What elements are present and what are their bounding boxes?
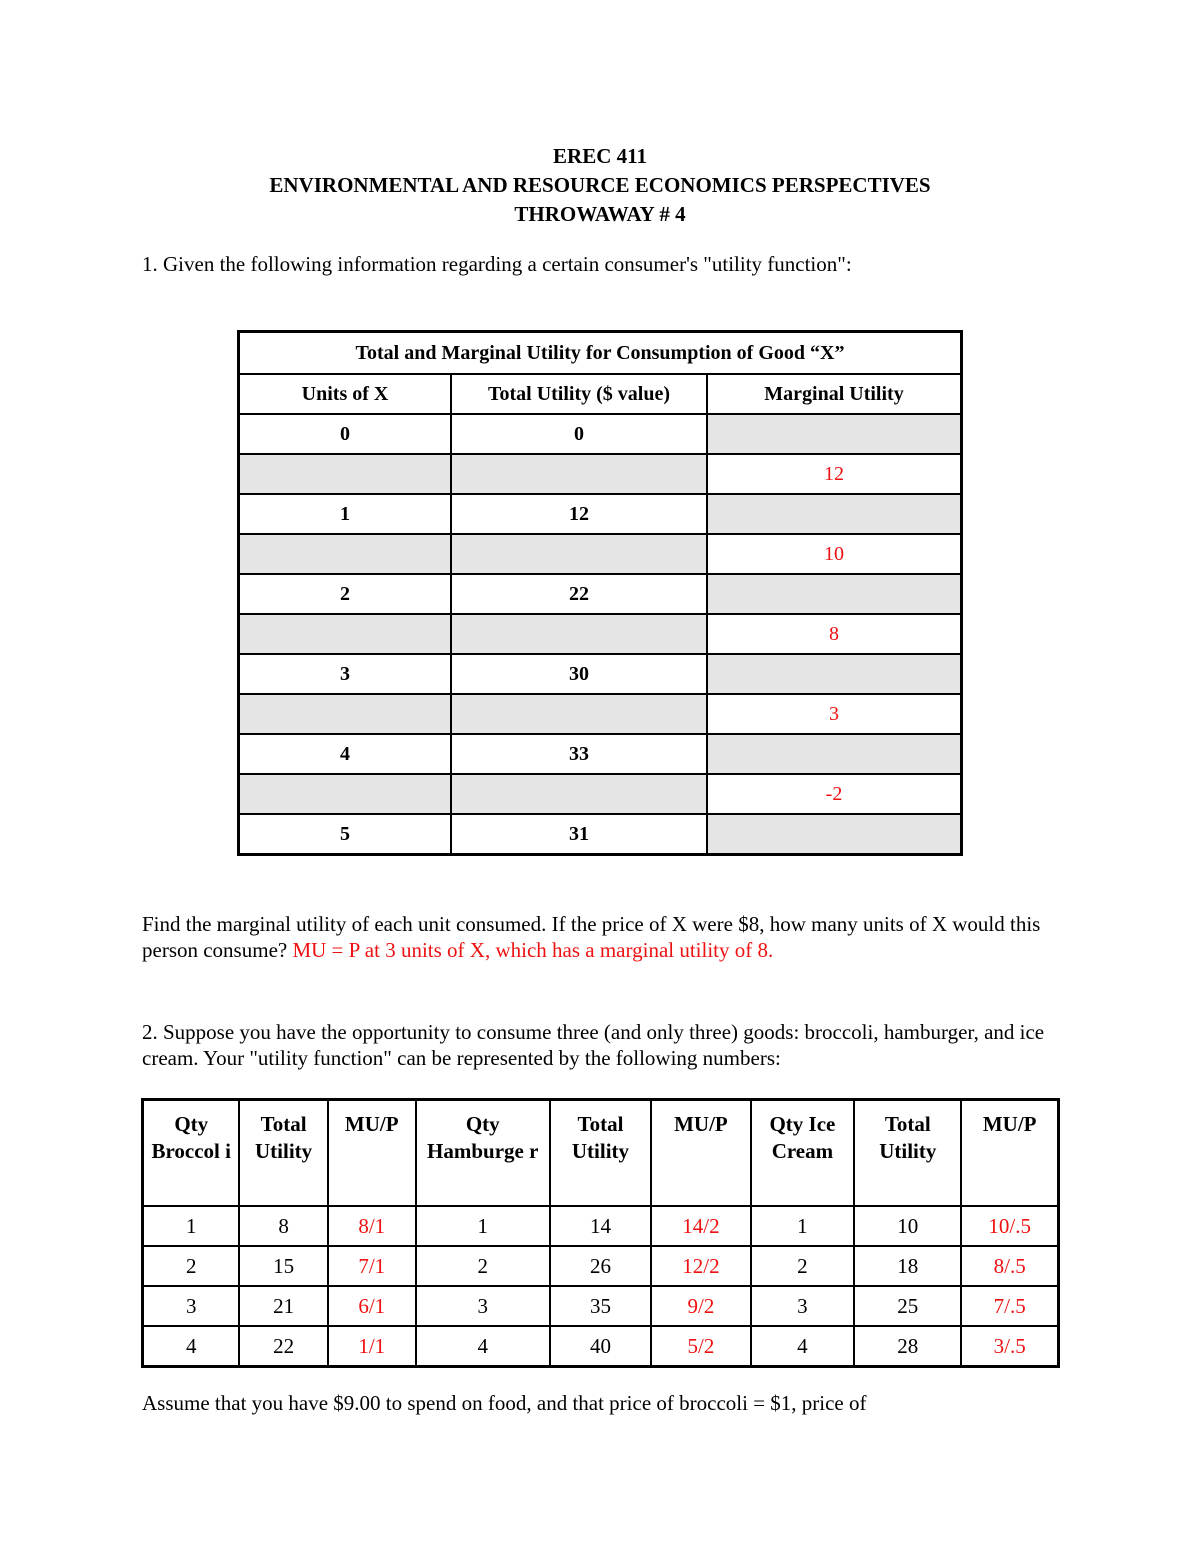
header-units: Units of X [239, 374, 452, 414]
marginal-utility-cell [707, 814, 962, 855]
marginal-utility-cell [707, 654, 962, 694]
units-cell: 0 [239, 414, 452, 454]
units-cell: 1 [239, 494, 452, 534]
mu-p-cell: 7/1 [328, 1246, 416, 1286]
answer-text: MU = P at 3 units of X, which has a marginal utility of 8. [292, 938, 774, 962]
units-cell [239, 534, 452, 574]
goods-header-cell: Total Utility [854, 1100, 961, 1207]
total-utility-cell [451, 534, 707, 574]
mu-p-cell: 10/.5 [961, 1206, 1058, 1246]
utility-row [239, 734, 962, 774]
goods-cell: 3 [751, 1286, 855, 1326]
goods-cell: 4 [416, 1326, 550, 1367]
goods-header-cell: Total Utility [550, 1100, 651, 1207]
units-cell [239, 614, 452, 654]
units-cell [239, 774, 452, 814]
utility-row [239, 414, 962, 454]
goods-cell: 40 [550, 1326, 651, 1367]
goods-header-cell: Qty Hamburge r [416, 1100, 550, 1207]
units-cell [239, 694, 452, 734]
goods-table-header [143, 1100, 1059, 1207]
goods-row [143, 1246, 1059, 1286]
units-cell: 5 [239, 814, 452, 855]
course-title: ENVIRONMENTAL AND RESOURCE ECONOMICS PERSPECTIVES [269, 173, 931, 197]
marginal-utility-cell [707, 734, 962, 774]
mu-p-cell: 6/1 [328, 1286, 416, 1326]
header-marginal-utility: Marginal Utility [707, 374, 962, 414]
total-utility-cell: 30 [451, 654, 707, 694]
goods-cell: 28 [854, 1326, 961, 1367]
total-utility-cell: 33 [451, 734, 707, 774]
mu-p-cell: 8/1 [328, 1206, 416, 1246]
mu-p-cell: 14/2 [651, 1206, 750, 1246]
goods-header-cell: MU/P [961, 1100, 1058, 1207]
mu-p-cell: 9/2 [651, 1286, 750, 1326]
marginal-utility-cell: 8 [707, 614, 962, 654]
goods-cell: 35 [550, 1286, 651, 1326]
goods-row [143, 1326, 1059, 1367]
marginal-utility-cell: -2 [707, 774, 962, 814]
goods-cell: 3 [143, 1286, 240, 1326]
goods-cell: 1 [416, 1206, 550, 1246]
marginal-utility-cell: 12 [707, 454, 962, 494]
total-utility-cell [451, 774, 707, 814]
assignment-title: THROWAWAY # 4 [514, 202, 686, 226]
mu-p-cell: 1/1 [328, 1326, 416, 1367]
goods-header-cell: Qty Broccol i [143, 1100, 240, 1207]
utility-row [239, 694, 962, 734]
goods-cell: 26 [550, 1246, 651, 1286]
question-1-prompt: 1. Given the following information regarding a certain consumer's "utility function": [142, 252, 852, 276]
goods-row [143, 1206, 1059, 1246]
goods-cell: 8 [239, 1206, 327, 1246]
mu-p-cell: 7/.5 [961, 1286, 1058, 1326]
utility-row [239, 454, 962, 494]
goods-cell: 2 [416, 1246, 550, 1286]
goods-cell: 2 [143, 1246, 240, 1286]
goods-cell: 18 [854, 1246, 961, 1286]
goods-row [143, 1286, 1059, 1326]
goods-cell: 4 [143, 1326, 240, 1367]
utility-row [239, 574, 962, 614]
course-code: EREC 411 [553, 144, 647, 168]
utility-row [239, 774, 962, 814]
total-utility-cell [451, 694, 707, 734]
utility-table [237, 330, 963, 856]
marginal-utility-cell: 3 [707, 694, 962, 734]
goods-cell: 2 [751, 1246, 855, 1286]
followup-text: Find the marginal utility of each unit consumed. If the price of X were $8, how many units of X would this person consume? [142, 912, 1041, 962]
question-2-prompt: 2. Suppose you have the opportunity to consume three (and only three) goods: broccoli, hamburger, and ice cream. Your "utility function" can be represented by the following numbers: [142, 1020, 1045, 1070]
utility-row [239, 534, 962, 574]
utility-row [239, 814, 962, 855]
total-utility-cell: 22 [451, 574, 707, 614]
goods-utility-table [141, 1098, 1060, 1368]
utility-table-title: Total and Marginal Utility for Consumption of Good “X” [239, 332, 962, 375]
marginal-utility-cell [707, 494, 962, 534]
total-utility-cell [451, 454, 707, 494]
utility-row [239, 614, 962, 654]
total-utility-cell: 12 [451, 494, 707, 534]
marginal-utility-cell: 10 [707, 534, 962, 574]
goods-cell: 14 [550, 1206, 651, 1246]
mu-p-cell: 12/2 [651, 1246, 750, 1286]
goods-cell: 1 [143, 1206, 240, 1246]
total-utility-cell: 31 [451, 814, 707, 855]
question-2-closing: Assume that you have $9.00 to spend on food, and that price of broccoli = $1, price of [142, 1391, 867, 1415]
total-utility-cell [451, 614, 707, 654]
question-1-followup [142, 911, 1072, 963]
goods-cell: 15 [239, 1246, 327, 1286]
mu-p-cell: 5/2 [651, 1326, 750, 1367]
goods-cell: 1 [751, 1206, 855, 1246]
goods-header-cell: Total Utility [239, 1100, 327, 1207]
goods-cell: 10 [854, 1206, 961, 1246]
goods-cell: 3 [416, 1286, 550, 1326]
goods-table-body [143, 1206, 1059, 1367]
utility-row [239, 654, 962, 694]
units-cell [239, 454, 452, 494]
goods-header-cell: MU/P [328, 1100, 416, 1207]
goods-header-cell: MU/P [651, 1100, 750, 1207]
mu-p-cell: 8/.5 [961, 1246, 1058, 1286]
goods-cell: 21 [239, 1286, 327, 1326]
mu-p-cell: 3/.5 [961, 1326, 1058, 1367]
marginal-utility-cell [707, 414, 962, 454]
units-cell: 4 [239, 734, 452, 774]
units-cell: 2 [239, 574, 452, 614]
utility-row [239, 494, 962, 534]
units-cell: 3 [239, 654, 452, 694]
goods-cell: 25 [854, 1286, 961, 1326]
goods-cell: 22 [239, 1326, 327, 1367]
goods-header-cell: Qty Ice Cream [751, 1100, 855, 1207]
goods-cell: 4 [751, 1326, 855, 1367]
total-utility-cell: 0 [451, 414, 707, 454]
header-total-utility: Total Utility ($ value) [451, 374, 707, 414]
marginal-utility-cell [707, 574, 962, 614]
utility-table-body [239, 414, 962, 855]
document-header [0, 142, 1200, 229]
